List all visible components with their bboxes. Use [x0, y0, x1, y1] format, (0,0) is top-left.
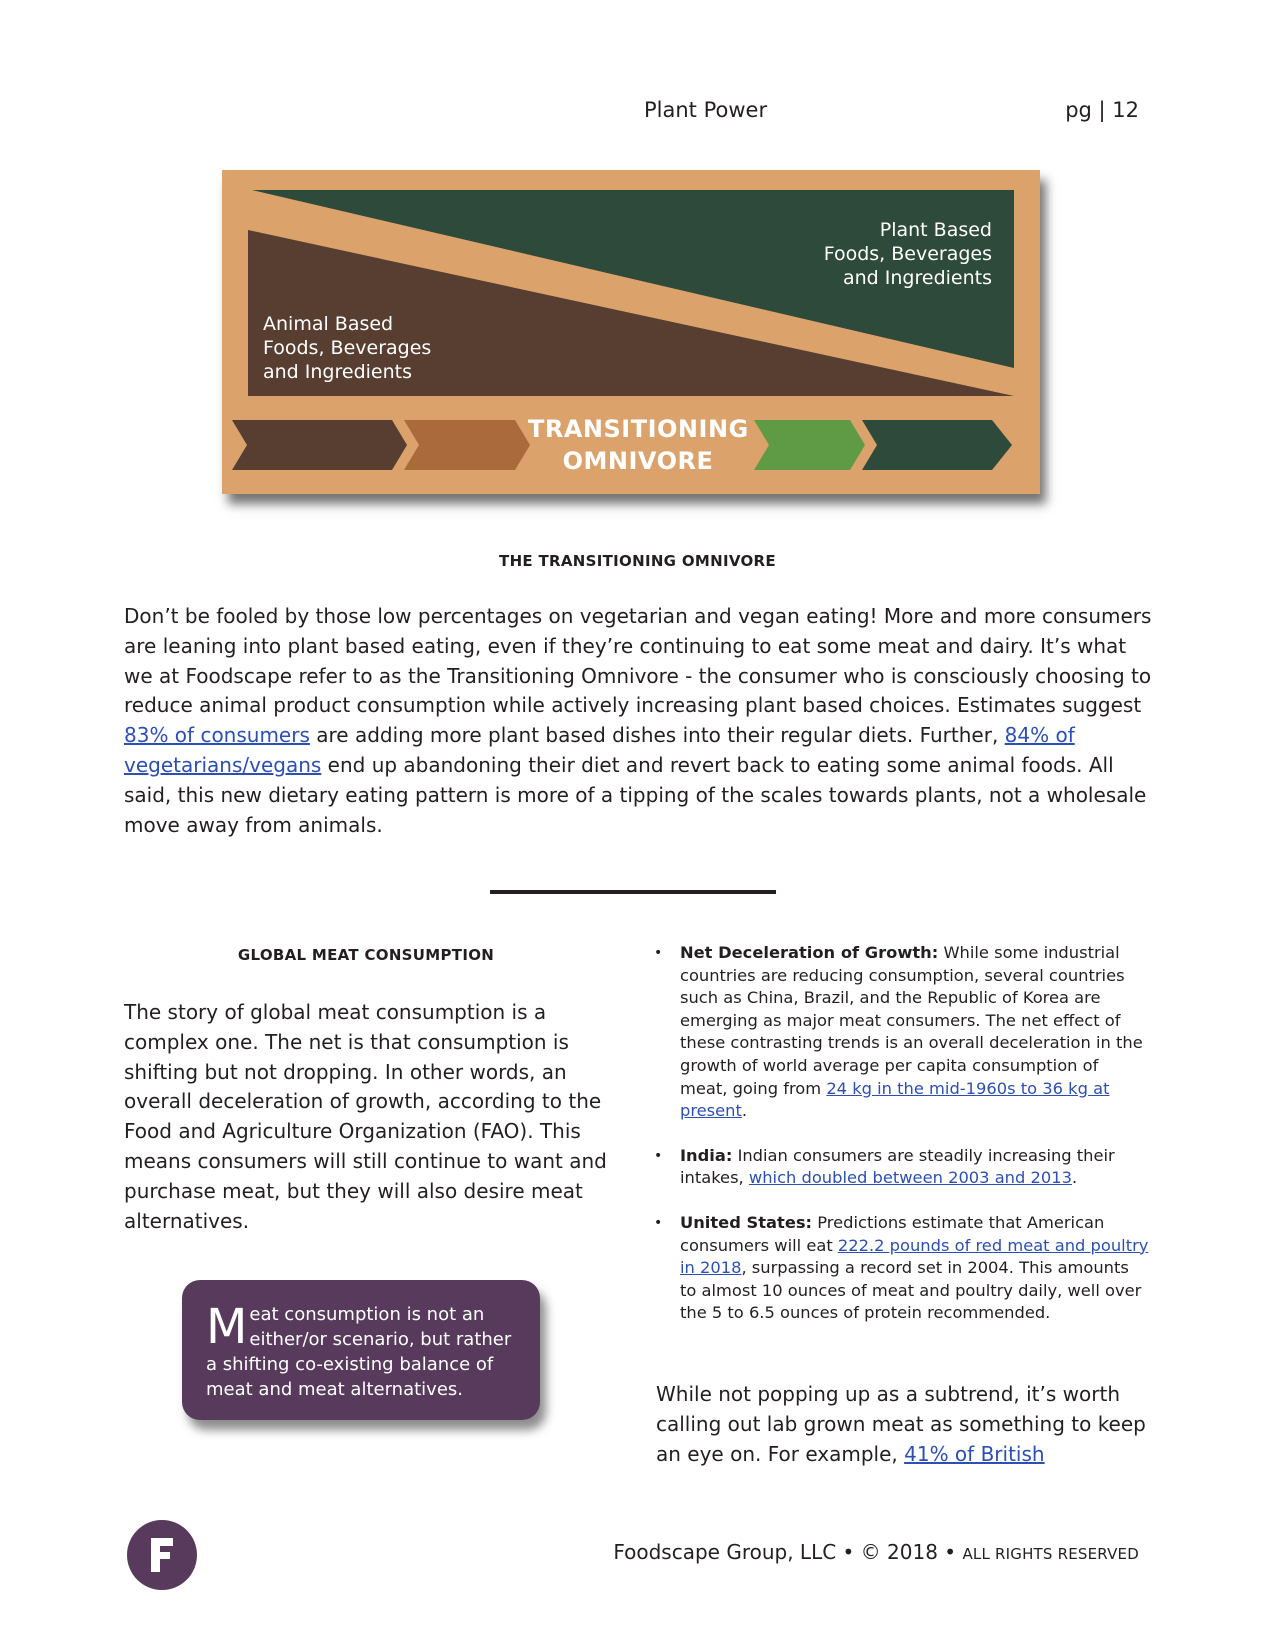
document-title: Plant Power [644, 98, 768, 122]
animal-label-line: Animal Based [263, 313, 394, 335]
link-doubled-2003-2013[interactable]: which doubled between 2003 and 2013 [748, 1168, 1072, 1188]
closing-text: While not popping up as a subtrend, it’s worth calling out lab grown meat as something to keep an eye on. For example, [656, 1382, 1146, 1466]
banner-line: OMNIVORE [562, 447, 714, 475]
pull-quote-drop-cap: M [206, 1299, 248, 1355]
intro-text: are adding more plant based dishes into their regular diets. Further, [309, 723, 1005, 748]
list-item [680, 942, 1150, 1123]
bullet-lead: United States: [680, 1212, 813, 1232]
footer-main: Foodscape Group, LLC • © 2018 • [613, 1540, 963, 1564]
section-divider [490, 890, 776, 894]
bullet-lead: Net Deceleration of Growth: [680, 943, 939, 962]
intro-paragraph [124, 602, 1154, 840]
plant-label-line: and Ingredients [843, 267, 992, 289]
animal-label-line: Foods, Beverages [263, 337, 432, 359]
link-84-percent-vegetarians[interactable]: 84% of vegetarians/vegans [124, 723, 1075, 777]
list-item [680, 1212, 1150, 1325]
transitioning-omnivore-banner [528, 413, 748, 477]
meat-trends-list [680, 942, 1150, 1347]
bullet-text: . [1071, 1168, 1078, 1188]
foodscape-logo [127, 1520, 197, 1590]
pull-quote [182, 1280, 540, 1420]
list-item [680, 1145, 1150, 1190]
bullet-text: While some industrial countries are reducing consumption, several countries such as China, Brazil, and the Republic of Korea are emerging as major meat consumers. The net effect of these contrasting trends is an overall deceleration in the growth of world average per capita consumption of meat, going from [680, 943, 1143, 1098]
link-41-percent-british[interactable]: 41% of British [904, 1441, 1045, 1466]
animal-label-line: and Ingredients [263, 361, 412, 383]
bullet-text: Indian consumers are steadily increasing their intakes, [680, 1145, 1115, 1188]
link-24kg-to-36kg[interactable]: 24 kg in the mid-1960s to 36 kg at present [680, 1078, 1110, 1121]
pull-quote-text: eat consumption is not an either/or scenario, but rather a shifting co-existing balance of meat and meat alternatives. [206, 1304, 512, 1400]
plant-based-label [732, 218, 992, 290]
foodscape-f-logo-icon [127, 1520, 197, 1590]
global-meat-heading: GLOBAL MEAT CONSUMPTION [237, 946, 495, 964]
arrow-brown-dark-icon [232, 420, 407, 470]
footer-rights: ALL RIGHTS RESERVED [962, 1545, 1139, 1563]
link-83-percent-consumers[interactable]: 83% of consumers [124, 723, 310, 748]
page-number: pg | 12 [1065, 98, 1139, 122]
intro-text: Don’t be fooled by those low percentages on vegetarian and vegan eating! More and more consumers are leaning into plant based eating, even if they’re continuing to eat some meat and dairy. It’s what we at Foodscape refer to as the Transitioning Omnivore - the consumer who is consciously choosing to reduce animal product consumption while actively increasing plant based choices. Estimates suggest [124, 604, 1152, 718]
arrow-brown-light-icon [404, 420, 530, 470]
global-meat-paragraph: The story of global meat consumption is a complex one. The net is that consumption is shifting but not dropping. In other words, an overall deceleration of growth, according to the Food and Agriculture Organization (FAO). This means consumers will still continue to want and purchase meat, but they will also desire meat alternatives. [124, 1000, 607, 1233]
lab-grown-paragraph [656, 1380, 1156, 1469]
intro-text: end up abandoning their diet and revert back to eating some animal foods. All said, this new dietary eating pattern is more of a tipping of the scales towards plants, not a wholesale move away from animals. [124, 752, 1147, 837]
animal-based-label [263, 312, 523, 384]
banner-line: TRANSITIONING [528, 415, 749, 443]
bullet-text: Predictions estimate that American consumers will eat [680, 1212, 1105, 1255]
bullet-lead: India: [680, 1145, 733, 1165]
figure-caption: THE TRANSITIONING OMNIVORE [499, 552, 776, 570]
transitioning-omnivore-figure [222, 170, 1040, 494]
arrow-green-light-icon [754, 420, 865, 470]
plant-label-line: Foods, Beverages [823, 243, 992, 265]
link-222-pounds-2018[interactable]: 222.2 pounds of red meat and poultry in 2018 [680, 1235, 1149, 1278]
arrow-green-dark-icon [862, 420, 1012, 470]
plant-label-line: Plant Based [879, 219, 992, 241]
bullet-text: , surpassing a record set in 2004. This amounts to almost 10 ounces of meat and poultry daily, well over the 5 to 6.5 ounces of protein recommended. [680, 1258, 1142, 1323]
footer-copyright [613, 1540, 1139, 1564]
bullet-text: . [741, 1101, 748, 1121]
